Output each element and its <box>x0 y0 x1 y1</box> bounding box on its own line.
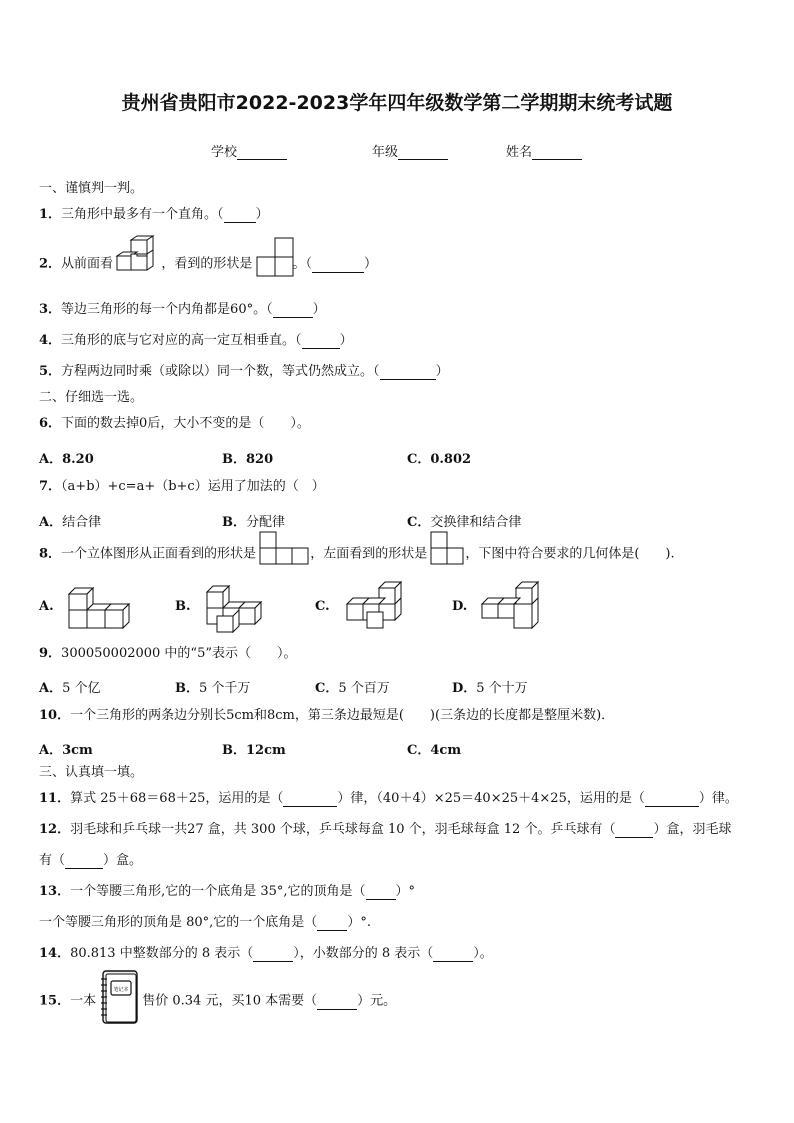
question-number: 11． <box>39 791 71 806</box>
option-label: B． <box>222 452 246 467</box>
option-label: D． <box>452 681 477 696</box>
q9-option-a[interactable] <box>39 677 101 696</box>
option-text: 分配律 <box>246 515 286 530</box>
question-9 <box>39 646 297 662</box>
question-14 <box>39 946 493 962</box>
question-text: ）律。 <box>698 791 738 806</box>
left-view-shape <box>431 546 465 562</box>
answer-blank[interactable] <box>615 825 653 838</box>
cube-figure-a <box>67 584 133 630</box>
question-5 <box>39 364 449 380</box>
question-number: 5． <box>39 364 62 379</box>
answer-blank[interactable] <box>645 794 699 807</box>
question-text: 有（ <box>39 853 66 868</box>
question-text: 80.813 中整数部分的 8 表示（ <box>70 946 254 961</box>
answer-blank[interactable] <box>283 794 337 807</box>
notebook-icon <box>100 987 142 1009</box>
question-text: 三角形中最多有一个直角。（ <box>61 207 224 222</box>
option-label: A． <box>39 515 63 530</box>
option-text: 5 个百万 <box>338 681 390 696</box>
question-text: ） <box>312 302 326 317</box>
question-text: ，左面看到的形状是 <box>310 546 428 562</box>
question-text: 一个等腰三角形,它的一个底角是 35°,它的顶角是（ <box>70 884 366 899</box>
q6-option-b[interactable] <box>222 448 273 467</box>
question-text: 300050002000 中的“5”表示（ ）。 <box>61 646 297 661</box>
answer-blank[interactable] <box>302 336 340 349</box>
question-text: 售价 0.34 元，买10 本需要（ <box>142 993 318 1009</box>
answer-blank[interactable] <box>366 887 396 900</box>
question-text: 下面的数去掉0后，大小不变的是（ ）。 <box>61 416 310 431</box>
answer-blank[interactable] <box>273 305 313 318</box>
question-text: 羽毛球和乒乓球一共27 盒，共 300 个球，乒乓球每盒 10 个，羽毛球每盒 12 个。乒乓球有（ <box>70 822 616 837</box>
question-number: 15． <box>39 993 71 1009</box>
question-number: 14． <box>39 946 71 961</box>
option-text: 交换律和结合律 <box>430 515 522 530</box>
question-text: ）元。 <box>357 993 397 1009</box>
q10-option-a[interactable] <box>39 739 93 758</box>
question-text: 。（ <box>292 256 313 272</box>
option-label: C． <box>407 743 431 758</box>
option-text: 820 <box>246 452 274 467</box>
q10-option-b[interactable] <box>222 739 286 758</box>
option-label: B． <box>222 743 246 758</box>
option-label: D. <box>452 599 468 614</box>
question-text: ，看到的形状是 <box>161 256 253 272</box>
option-label: C． <box>315 681 339 696</box>
front-view-shape <box>260 546 310 562</box>
question-text: 一个三角形的两条边分别长5cm和8cm，第三条边最短是( )(三条边的长度都是整厘米数)． <box>70 708 615 723</box>
question-7 <box>39 479 325 495</box>
q7-option-a[interactable] <box>39 511 101 530</box>
question-8 <box>39 546 675 563</box>
option-text: 12cm <box>246 743 286 758</box>
option-label: A． <box>39 743 63 758</box>
question-text: ） <box>435 364 449 379</box>
notebook-label: 笔记本 <box>113 987 129 993</box>
question-text: ） <box>339 333 353 348</box>
option-text: 5 个十万 <box>476 681 528 696</box>
question-text: 三角形的底与它对应的高一定互相垂直。（ <box>61 333 302 348</box>
question-15 <box>39 987 397 1010</box>
question-number: 6． <box>39 416 62 431</box>
answer-blank[interactable] <box>317 997 357 1010</box>
name-field <box>506 141 582 160</box>
question-3 <box>39 302 326 318</box>
school-field <box>211 141 287 160</box>
question-text: ）。 <box>473 946 493 961</box>
option-text: 5 个千万 <box>199 681 251 696</box>
front-view-shape <box>257 256 293 272</box>
answer-blank[interactable] <box>253 949 293 962</box>
question-text: 一本 <box>70 993 97 1009</box>
q7-option-b[interactable] <box>222 511 285 530</box>
option-label: A． <box>39 681 63 696</box>
school-label: 学校 <box>211 145 238 160</box>
question-text: ）盒，羽毛球 <box>653 822 732 837</box>
question-text: 一个立体图形从正面看到的形状是 <box>61 546 257 562</box>
option-text: 4cm <box>430 743 462 758</box>
question-text: ）°. <box>347 915 371 930</box>
cube-figure-d <box>480 582 542 630</box>
question-text: ） <box>364 256 378 272</box>
question-number: 1． <box>39 207 62 222</box>
question-number: 7． <box>39 479 62 494</box>
answer-blank[interactable] <box>224 210 256 223</box>
option-label: C. <box>315 599 330 614</box>
answer-blank[interactable] <box>317 918 347 931</box>
question-number: 3． <box>39 302 62 317</box>
question-13-line2 <box>39 915 371 931</box>
option-label: B. <box>175 599 191 614</box>
page-title: 贵州省贵阳市2022-2023学年四年级数学第二学期期末统考试题 <box>121 92 673 114</box>
section-3-heading: 三、认真填一填。 <box>39 765 144 780</box>
question-12-line2 <box>39 853 142 869</box>
question-4 <box>39 333 353 349</box>
option-text: 8.20 <box>62 452 94 467</box>
option-text: 结合律 <box>62 515 102 530</box>
q6-option-a[interactable] <box>39 448 94 467</box>
question-number: 2． <box>39 256 62 272</box>
q9-option-d[interactable] <box>452 677 528 696</box>
option-text: 5 个亿 <box>62 681 101 696</box>
question-11 <box>39 791 738 807</box>
cube-figure-c <box>343 582 405 630</box>
school-blank[interactable] <box>237 145 287 160</box>
option-label: B． <box>222 515 246 530</box>
name-label: 姓名 <box>506 145 533 160</box>
question-2 <box>39 256 377 273</box>
answer-blank[interactable] <box>312 260 364 273</box>
question-text: ） <box>255 207 269 222</box>
question-1 <box>39 207 269 223</box>
question-text: （a+b）+c=a+（b+c）运用了加法的（ ） <box>61 479 325 494</box>
question-13 <box>39 884 415 900</box>
question-text: 算式 25＋68＝68＋25，运用的是（ <box>70 791 284 806</box>
section-2-heading: 二、仔细选一选。 <box>39 390 144 405</box>
cube-figure-b <box>203 584 267 632</box>
question-text: ），小数部分的 8 表示（ <box>293 946 434 961</box>
answer-blank[interactable] <box>380 367 436 380</box>
q10-option-c[interactable] <box>407 739 461 758</box>
option-text: 0.802 <box>430 452 472 467</box>
question-text: 方程两边同时乘（或除以）同一个数，等式仍然成立。（ <box>61 364 380 379</box>
question-text: 一个等腰三角形的顶角是 80°,它的一个底角是（ <box>39 915 318 930</box>
question-text: 等边三角形的每一个内角都是60°。（ <box>61 302 273 317</box>
question-number: 10． <box>39 708 71 723</box>
question-6 <box>39 416 310 432</box>
grade-blank[interactable] <box>398 145 448 160</box>
option-label: C． <box>407 515 431 530</box>
question-text: ）盒。 <box>103 853 143 868</box>
question-number: 13． <box>39 884 71 899</box>
section-1-heading: 一、谨慎判一判。 <box>39 181 144 196</box>
q7-option-c[interactable] <box>407 511 521 530</box>
q9-option-b[interactable] <box>175 677 250 696</box>
question-10 <box>39 708 614 724</box>
question-number: 4． <box>39 333 62 348</box>
question-text: ，下图中符合要求的几何体是( ). <box>465 546 675 562</box>
option-label: A. <box>39 599 54 614</box>
option-label: C． <box>407 452 431 467</box>
q6-option-c[interactable] <box>407 448 471 467</box>
grade-label: 年级 <box>372 145 399 160</box>
q9-option-c[interactable] <box>315 677 390 696</box>
question-number: 9． <box>39 646 62 661</box>
option-label: A． <box>39 452 63 467</box>
cube-stack-figure <box>117 256 157 272</box>
question-number: 12． <box>39 822 71 837</box>
question-text: ）° <box>395 884 416 899</box>
question-text: ）律，（40＋4）×25＝40×25＋4×25，运用的是（ <box>337 791 645 806</box>
question-text: 从前面看 <box>61 256 114 272</box>
option-label: B． <box>175 681 199 696</box>
question-12 <box>39 822 731 838</box>
option-text: 3cm <box>62 743 93 758</box>
question-number: 8． <box>39 546 62 562</box>
name-blank[interactable] <box>532 145 582 160</box>
grade-field <box>372 141 448 160</box>
answer-blank[interactable] <box>433 949 473 962</box>
answer-blank[interactable] <box>65 856 103 869</box>
